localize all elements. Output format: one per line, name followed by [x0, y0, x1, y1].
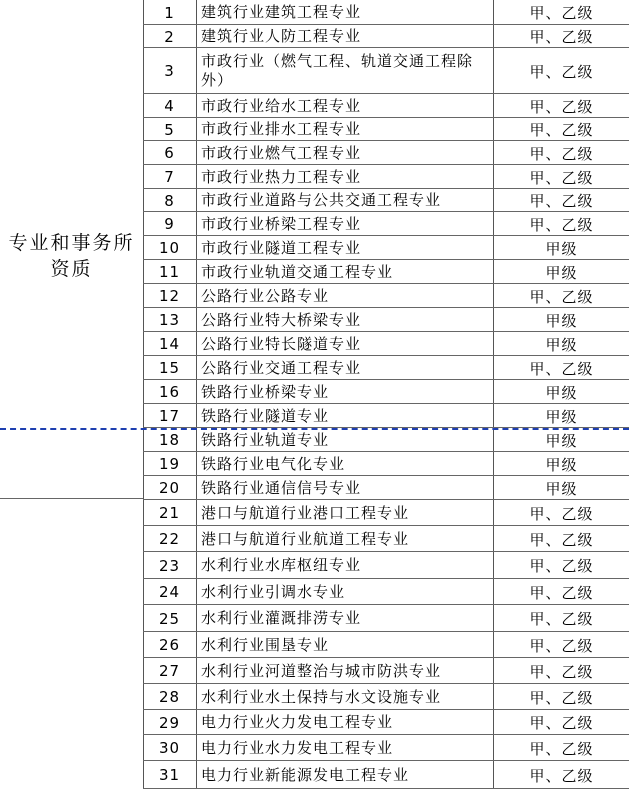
qualification-grade: 甲、乙级 [529, 504, 594, 523]
row-number: 3 [164, 62, 175, 80]
qualification-name: 铁路行业通信信号专业 [201, 478, 362, 497]
row-number: 27 [158, 662, 181, 680]
row-number: 24 [158, 583, 181, 601]
row-number: 14 [158, 335, 181, 353]
row-number: 17 [158, 407, 181, 425]
row-number: 20 [158, 479, 181, 497]
row-number: 11 [158, 263, 181, 281]
qualification-grade: 甲级 [545, 407, 578, 426]
qualification-name: 市政行业桥梁工程专业 [201, 214, 362, 233]
qualification-name: 电力行业火力发电工程专业 [201, 713, 394, 731]
row-number: 21 [158, 504, 181, 522]
qualification-name: 建筑行业人防工程专业 [201, 27, 362, 45]
qualification-name: 市政行业热力工程专业 [201, 167, 362, 186]
row-number: 13 [158, 311, 181, 329]
row-number: 19 [158, 455, 181, 473]
row-number: 1 [164, 3, 175, 22]
qualification-grade: 甲级 [545, 455, 578, 474]
row-number: 23 [158, 556, 181, 575]
row-number: 16 [158, 383, 181, 401]
row-number: 6 [164, 144, 175, 162]
qualification-name: 公路行业公路专业 [201, 286, 330, 305]
qualification-name: 水利行业河道整治与城市防洪专业 [201, 661, 442, 680]
row-number: 18 [158, 431, 181, 449]
qualification-name: 公路行业特长隧道专业 [201, 334, 362, 353]
row-number: 2 [164, 27, 175, 46]
qualification-name: 市政行业隧道工程专业 [201, 238, 362, 257]
qualification-grade: 甲级 [545, 311, 578, 330]
qualification-name: 公路行业交通工程专业 [201, 358, 362, 377]
qualification-grade: 甲、乙级 [529, 530, 594, 549]
row-number: 30 [158, 739, 181, 757]
qualification-name: 市政行业道路与公共交通工程专业 [201, 191, 442, 209]
qualification-name: 市政行业燃气工程专业 [201, 143, 362, 162]
qualification-grade: 甲、乙级 [529, 557, 594, 575]
qualification-grade: 甲、乙级 [529, 62, 594, 81]
qualification-grade: 甲、乙级 [529, 144, 594, 163]
row-number: 29 [158, 713, 181, 732]
qualification-name: 市政行业给水工程专业 [201, 96, 362, 115]
row-number: 26 [158, 636, 181, 654]
qualification-name: 建筑行业建筑工程专业 [201, 3, 362, 21]
row-number: 9 [164, 215, 175, 233]
qualification-grade: 甲、乙级 [529, 4, 594, 22]
category-label: 专业和事务所资质 [8, 232, 135, 280]
row-number: 22 [158, 530, 181, 548]
qualification-grade: 甲级 [545, 239, 578, 258]
qualification-grade: 甲、乙级 [529, 583, 594, 602]
qualification-grade: 甲级 [545, 383, 578, 402]
row-number: 25 [158, 609, 181, 628]
qualification-grade: 甲级 [545, 431, 578, 450]
row-number: 7 [164, 168, 175, 186]
qualification-name: 铁路行业电气化专业 [201, 454, 346, 473]
qualification-name: 铁路行业隧道专业 [201, 406, 330, 425]
qualification-grade: 甲级 [545, 263, 578, 282]
qualification-grade: 甲、乙级 [529, 766, 594, 785]
qualification-name: 水利行业灌溉排涝专业 [201, 609, 362, 627]
qualification-grade: 甲、乙级 [529, 28, 594, 46]
row-number: 8 [164, 191, 175, 210]
qualification-name: 市政行业轨道交通工程专业 [201, 262, 394, 281]
row-number: 12 [158, 287, 181, 305]
qualification-name: 水利行业水库枢纽专业 [201, 556, 362, 574]
qualification-grade: 甲、乙级 [529, 688, 594, 707]
qualification-grade: 甲、乙级 [529, 636, 594, 655]
qualification-grade: 甲、乙级 [529, 97, 594, 116]
qualification-grade: 甲、乙级 [529, 662, 594, 681]
qualification-name: 水利行业水土保持与水文设施专业 [201, 687, 442, 706]
qualification-name: 电力行业新能源发电工程专业 [201, 765, 410, 784]
qualification-grade: 甲、乙级 [529, 610, 594, 628]
qualification-name: 铁路行业桥梁专业 [201, 382, 330, 401]
row-number: 28 [158, 688, 181, 706]
qualification-grade: 甲、乙级 [529, 287, 594, 306]
qualification-grade: 甲、乙级 [529, 168, 594, 187]
qualification-name: 市政行业（燃气工程、轨道交通工程除外） [201, 52, 474, 89]
qualification-name: 铁路行业轨道专业 [201, 430, 330, 449]
qualification-grade: 甲、乙级 [529, 739, 594, 758]
qualification-grade: 甲、乙级 [529, 714, 594, 732]
row-number: 4 [164, 97, 175, 115]
qualification-grade: 甲、乙级 [529, 192, 594, 210]
qualification-name: 公路行业特大桥梁专业 [201, 310, 362, 329]
qualification-name: 市政行业排水工程专业 [201, 120, 362, 138]
qualification-grade: 甲、乙级 [529, 121, 594, 139]
qualification-name: 电力行业水力发电工程专业 [201, 738, 394, 757]
qualification-name: 港口与航道行业港口工程专业 [201, 503, 410, 522]
qualification-grade: 甲级 [545, 335, 578, 354]
row-number: 5 [164, 120, 175, 139]
qualification-name: 水利行业引调水专业 [201, 582, 346, 601]
qualification-name: 水利行业围垦专业 [201, 635, 330, 654]
qualification-name: 港口与航道行业航道工程专业 [201, 529, 410, 548]
qualification-grade: 甲、乙级 [529, 359, 594, 378]
row-number: 31 [158, 766, 181, 784]
qualification-grade: 甲级 [545, 479, 578, 498]
section-divider [0, 498, 143, 499]
qualification-grade: 甲、乙级 [529, 215, 594, 234]
row-number: 10 [158, 239, 181, 257]
row-number: 15 [158, 359, 181, 377]
